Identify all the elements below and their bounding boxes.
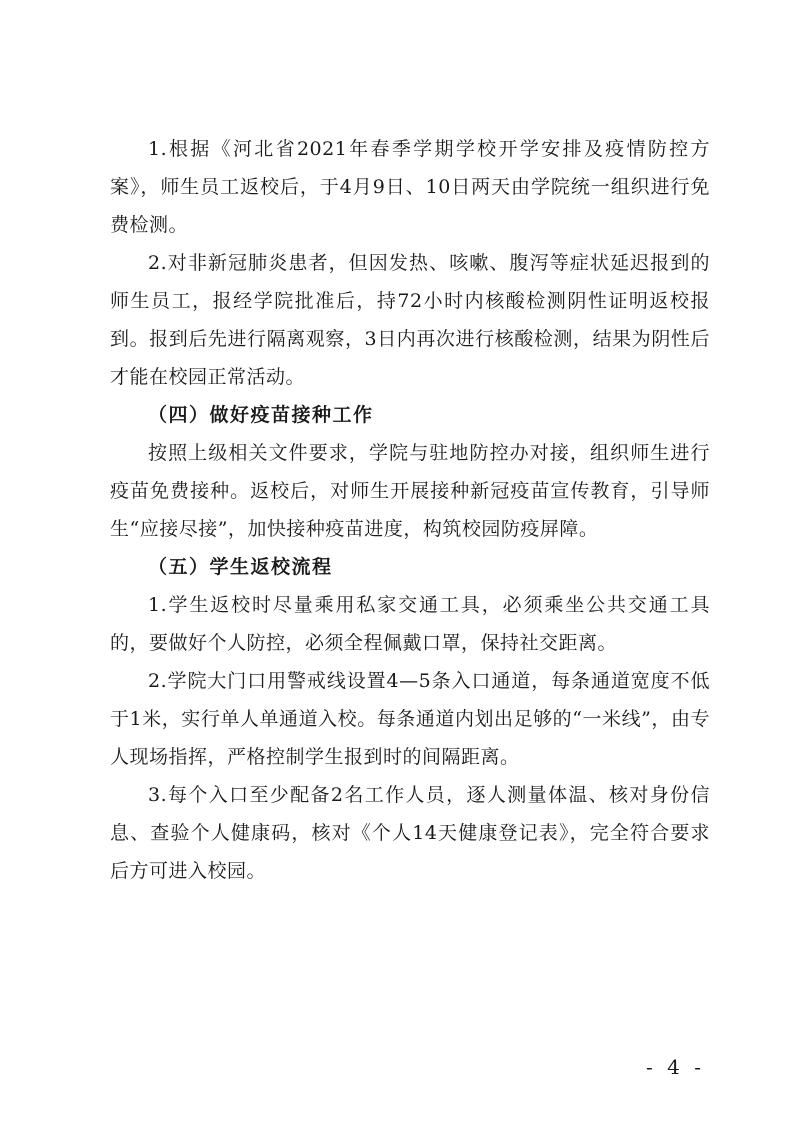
page-number: - 4 - [646,1055,705,1079]
paragraph-delayed-return: 2.对非新冠肺炎患者，但因发热、咳嗽、腹泻等症状延迟报到的师生员工，报经学院批准后，持72小时内核酸检测阴性证明返校报到。报到后先进行隔离观察，3日内再次进行核酸检测，结果为阴性后才能在校园正常活动。 [110,252,710,388]
paragraph-vaccination: 按照上级相关文件要求，学院与驻地防控办对接，组织师生进行疫苗免费接种。返校后，对师生开展接种新冠疫苗宣传教育，引导师生“应接尽接”，加快接种疫苗进度，构筑校园防疫屏障。 [110,442,710,540]
paragraph-entrance-staff: 3.每个入口至少配备2名工作人员，逐人测量体温、核对身份信息、查验个人健康码，核对《个人14天健康登记表》，完全符合要求后方可进入校园。 [110,784,710,882]
paragraph-transport: 1.学生返校时尽量乘用私家交通工具，必须乘坐公共交通工具的，要做好个人防控，必须全程佩戴口罩，保持社交距离。 [110,594,710,654]
document-body [110,130,710,890]
paragraph-entrance-channels: 2.学院大门口用警戒线设置4—5条入口通道，每条通道宽度不低于1米，实行单人单通道入校。每条通道内划出足够的“一米线”，由专人现场指挥，严格控制学生报到时的间隔距离。 [110,670,710,768]
section-heading-return-process: （五）学生返校流程 [148,556,333,578]
section-heading-vaccination: （四）做好疫苗接种工作 [148,404,374,426]
paragraph-testing-plan: 1.根据《河北省2021年春季学期学校开学安排及疫情防控方案》，师生员工返校后，于4月9日、10日两天由学院统一组织进行免费检测。 [110,138,710,236]
